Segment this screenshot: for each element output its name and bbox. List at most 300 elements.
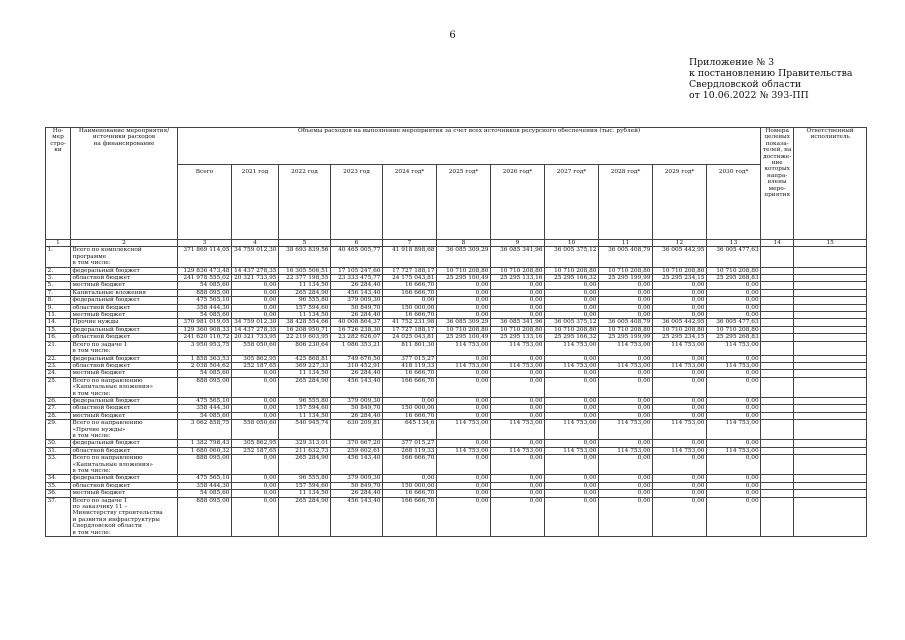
value-cell: 26 284,40 <box>331 312 383 319</box>
executor-cell <box>794 289 867 296</box>
value-cell: 0,00 <box>653 304 707 311</box>
value-cell: 0,00 <box>707 312 761 319</box>
value-cell: 150 000,00 <box>383 304 437 311</box>
value-cell: 10 710 208,80 <box>437 326 491 333</box>
value-cell: 0,00 <box>653 412 707 419</box>
target-cell <box>761 267 794 274</box>
value-cell: 0,00 <box>599 297 653 304</box>
header-year: 2023 год <box>331 165 383 240</box>
value-cell: 0,00 <box>599 482 653 489</box>
value-cell: 0,00 <box>707 289 761 296</box>
value-cell: 0,00 <box>545 282 599 289</box>
value-cell: 0,00 <box>437 475 491 482</box>
value-cell: 0,00 <box>232 412 279 419</box>
value-cell: 370 667,20 <box>331 440 383 447</box>
table-row <box>46 475 867 482</box>
value-cell: 329 313,01 <box>279 440 331 447</box>
value-cell: 0,00 <box>599 397 653 404</box>
value-cell: 0,00 <box>599 412 653 419</box>
value-cell: 150 000,00 <box>383 482 437 489</box>
table-row <box>46 312 867 319</box>
row-name: федеральный бюджет <box>71 355 178 362</box>
row-number: 8. <box>46 297 71 304</box>
value-cell: 0,00 <box>491 475 545 482</box>
column-number: 15 <box>794 240 867 247</box>
value-cell: 0,00 <box>545 475 599 482</box>
row-number: 29. <box>46 420 71 440</box>
column-number: 10 <box>545 240 599 247</box>
target-cell <box>761 405 794 412</box>
value-cell: 0,00 <box>437 455 491 475</box>
value-cell: 425 868,81 <box>279 355 331 362</box>
target-cell <box>761 355 794 362</box>
value-cell: 114 753,00 <box>437 420 491 440</box>
value-cell: 630 209,81 <box>331 420 383 440</box>
value-cell: 811 801,30 <box>383 341 437 355</box>
value-cell: 0,00 <box>599 304 653 311</box>
value-cell: 0,00 <box>437 377 491 397</box>
value-cell: 310 452,91 <box>331 362 383 369</box>
value-cell: 114 753,00 <box>491 447 545 454</box>
value-cell: 0,00 <box>545 405 599 412</box>
value-cell: 16 666,70 <box>383 370 437 377</box>
table-row <box>46 319 867 326</box>
value-cell: 114 753,00 <box>653 447 707 454</box>
value-cell: 129 360 908,33 <box>178 326 232 333</box>
row-name: местный бюджет <box>71 412 178 419</box>
table-row <box>46 304 867 311</box>
target-cell <box>761 482 794 489</box>
value-cell: 0,00 <box>653 455 707 475</box>
row-number: 31. <box>46 447 71 454</box>
value-cell: 50 849,70 <box>331 482 383 489</box>
table-row <box>46 362 867 369</box>
value-cell: 0,00 <box>437 497 491 536</box>
value-cell: 3 950 953,75 <box>178 341 232 355</box>
value-cell: 0,00 <box>545 355 599 362</box>
value-cell: 36 005 442,95 <box>653 247 707 267</box>
table-row <box>46 455 867 475</box>
expenditure-table <box>45 127 867 537</box>
executor-cell <box>794 341 867 355</box>
value-cell: 379 009,30 <box>331 397 383 404</box>
target-cell <box>761 282 794 289</box>
column-number: 2 <box>71 240 178 247</box>
value-cell: 0,00 <box>232 482 279 489</box>
row-number: 28. <box>46 412 71 419</box>
value-cell: 377 015,27 <box>383 355 437 362</box>
value-cell: 36 085 309,29 <box>437 247 491 267</box>
value-cell: 0,00 <box>232 312 279 319</box>
value-cell: 0,00 <box>599 289 653 296</box>
value-cell: 268 119,33 <box>383 447 437 454</box>
value-cell: 14 437 278,35 <box>232 326 279 333</box>
row-name: областной бюджет <box>71 304 178 311</box>
value-cell: 0,00 <box>437 370 491 377</box>
value-cell: 0,00 <box>545 440 599 447</box>
value-cell: 26 284,40 <box>331 370 383 377</box>
value-cell: 0,00 <box>545 455 599 475</box>
value-cell: 358 444,30 <box>178 304 232 311</box>
row-name: областной бюджет <box>71 405 178 412</box>
value-cell: 0,00 <box>491 455 545 475</box>
row-name: федеральный бюджет <box>71 397 178 404</box>
column-number: 6 <box>331 240 383 247</box>
value-cell: 23 333 475,77 <box>331 275 383 282</box>
target-cell <box>761 334 794 341</box>
appendix-line: Приложение № 3 <box>689 57 775 68</box>
row-name: областной бюджет <box>71 482 178 489</box>
row-name: Всего по направлению «Прочие нужды» в том числе: <box>71 420 178 440</box>
value-cell: 645 134,6 <box>383 420 437 440</box>
value-cell: 40 465 005,77 <box>331 247 383 267</box>
value-cell: 23 282 626,07 <box>331 334 383 341</box>
value-cell: 36 085 341,96 <box>491 319 545 326</box>
value-cell: 0,00 <box>232 377 279 397</box>
table-row <box>46 397 867 404</box>
value-cell: 0,00 <box>599 312 653 319</box>
value-cell: 25 295 166,32 <box>545 275 599 282</box>
row-name: местный бюджет <box>71 312 178 319</box>
value-cell: 0,00 <box>491 405 545 412</box>
value-cell: 114 753,00 <box>545 362 599 369</box>
value-cell: 252 187,65 <box>232 362 279 369</box>
value-cell: 114 753,00 <box>599 341 653 355</box>
value-cell: 16 305 506,51 <box>279 267 331 274</box>
row-number: 27. <box>46 405 71 412</box>
value-cell: 1 680 060,32 <box>178 447 232 454</box>
value-cell: 0,00 <box>545 289 599 296</box>
value-cell: 25 295 234,15 <box>653 275 707 282</box>
value-cell: 96 555,80 <box>279 297 331 304</box>
value-cell: 14 437 278,35 <box>232 267 279 274</box>
value-cell: 36 085 309,29 <box>437 319 491 326</box>
row-number: 37. <box>46 497 71 536</box>
value-cell: 150 000,00 <box>383 405 437 412</box>
page-number: 6 <box>449 30 456 41</box>
header-year: 2022 год <box>279 165 331 240</box>
value-cell: 166 666,70 <box>383 455 437 475</box>
target-cell <box>761 362 794 369</box>
executor-cell <box>794 304 867 311</box>
value-cell: 0,00 <box>491 304 545 311</box>
value-cell: 0,00 <box>653 405 707 412</box>
value-cell: 888 095,00 <box>178 377 232 397</box>
value-cell: 0,00 <box>707 405 761 412</box>
value-cell: 36 005 375,12 <box>545 247 599 267</box>
row-number: 33. <box>46 455 71 475</box>
column-number: 1 <box>46 240 71 247</box>
executor-cell <box>794 475 867 482</box>
executor-cell <box>794 334 867 341</box>
value-cell: 25 295 199,99 <box>599 334 653 341</box>
value-cell: 50 849,70 <box>331 304 383 311</box>
value-cell: 0,00 <box>707 377 761 397</box>
executor-cell <box>794 455 867 475</box>
value-cell: 0,00 <box>437 482 491 489</box>
value-cell: 0,00 <box>545 482 599 489</box>
table-row <box>46 377 867 397</box>
value-cell: 0,00 <box>599 370 653 377</box>
value-cell: 10 710 208,80 <box>653 267 707 274</box>
row-number: 24. <box>46 370 71 377</box>
value-cell: 0,00 <box>707 304 761 311</box>
executor-cell <box>794 362 867 369</box>
value-cell: 36 005 375,12 <box>545 319 599 326</box>
executor-cell <box>794 247 867 267</box>
value-cell: 38 428 554,66 <box>279 319 331 326</box>
table-row <box>46 247 867 267</box>
row-name: местный бюджет <box>71 370 178 377</box>
value-cell: 166 666,70 <box>383 497 437 536</box>
target-cell <box>761 312 794 319</box>
value-cell: 0,00 <box>707 497 761 536</box>
value-cell: 54 085,60 <box>178 370 232 377</box>
value-cell: 358 444,30 <box>178 405 232 412</box>
value-cell: 749 676,50 <box>331 355 383 362</box>
row-number: 25. <box>46 377 71 397</box>
value-cell: 0,00 <box>491 282 545 289</box>
value-cell: 54 085,60 <box>178 490 232 497</box>
value-cell: 16 666,70 <box>383 490 437 497</box>
executor-cell <box>794 370 867 377</box>
table-row <box>46 341 867 355</box>
value-cell: 0,00 <box>653 312 707 319</box>
executor-cell <box>794 282 867 289</box>
row-number: 22. <box>46 355 71 362</box>
value-cell: 456 143,40 <box>331 289 383 296</box>
value-cell: 10 710 208,80 <box>653 326 707 333</box>
value-cell: 0,00 <box>545 370 599 377</box>
value-cell: 0,00 <box>232 397 279 404</box>
value-cell: 0,00 <box>437 397 491 404</box>
row-number: 11. <box>46 312 71 319</box>
value-cell: 26 284,40 <box>331 282 383 289</box>
value-cell: 114 753,00 <box>653 420 707 440</box>
value-cell: 265 284,90 <box>279 289 331 296</box>
value-cell: 0,00 <box>599 490 653 497</box>
value-cell: 0,00 <box>653 397 707 404</box>
value-cell: 558 050,60 <box>232 420 279 440</box>
value-cell: 17 727 188,17 <box>383 326 437 333</box>
value-cell: 0,00 <box>707 370 761 377</box>
value-cell: 10 710 208,80 <box>545 267 599 274</box>
value-cell: 0,00 <box>437 297 491 304</box>
column-number: 4 <box>232 240 279 247</box>
value-cell: 0,00 <box>437 355 491 362</box>
value-cell: 252 187,65 <box>232 447 279 454</box>
value-cell: 0,00 <box>383 297 437 304</box>
executor-cell <box>794 482 867 489</box>
target-cell <box>761 420 794 440</box>
value-cell: 0,00 <box>232 497 279 536</box>
executor-cell <box>794 440 867 447</box>
value-cell: 0,00 <box>437 440 491 447</box>
value-cell: 114 753,00 <box>437 341 491 355</box>
value-cell: 0,00 <box>437 304 491 311</box>
value-cell: 0,00 <box>232 282 279 289</box>
value-cell: 377 015,27 <box>383 440 437 447</box>
value-cell: 11 134,50 <box>279 312 331 319</box>
value-cell: 114 753,00 <box>545 447 599 454</box>
row-name: местный бюджет <box>71 490 178 497</box>
target-cell <box>761 247 794 267</box>
row-number: 23. <box>46 362 71 369</box>
value-cell: 358 444,30 <box>178 482 232 489</box>
value-cell: 0,00 <box>437 412 491 419</box>
value-cell: 0,00 <box>545 297 599 304</box>
value-cell: 22 377 198,55 <box>279 275 331 282</box>
value-cell: 41 918 898,68 <box>383 247 437 267</box>
value-cell: 0,00 <box>437 289 491 296</box>
header-row-number: Но- мер стро- ки <box>46 128 71 240</box>
header-name: Наименование мероприятия/ источники расходов на финансирование <box>71 128 178 240</box>
executor-cell <box>794 355 867 362</box>
target-cell <box>761 326 794 333</box>
value-cell: 0,00 <box>545 497 599 536</box>
header-year: 2026 год* <box>491 165 545 240</box>
value-cell: 114 753,00 <box>707 447 761 454</box>
value-cell: 25 295 234,15 <box>653 334 707 341</box>
value-cell: 0,00 <box>707 397 761 404</box>
value-cell: 25 295 100,49 <box>437 275 491 282</box>
value-cell: 16 726 238,30 <box>331 326 383 333</box>
row-name: федеральный бюджет <box>71 267 178 274</box>
value-cell: 0,00 <box>653 440 707 447</box>
value-cell: 1 086 353,21 <box>331 341 383 355</box>
table-row <box>46 482 867 489</box>
value-cell: 11 134,50 <box>279 412 331 419</box>
table-row <box>46 447 867 454</box>
target-cell <box>761 447 794 454</box>
value-cell: 17 727 188,17 <box>383 267 437 274</box>
column-number: 11 <box>599 240 653 247</box>
table-row <box>46 370 867 377</box>
value-cell: 0,00 <box>653 475 707 482</box>
value-cell: 166 666,70 <box>383 289 437 296</box>
header-volumes: Объемы расходов на выполнение мероприятия за счет всех источников ресурсного обеспечения (тыс. рублей) <box>178 128 761 165</box>
table-row <box>46 440 867 447</box>
value-cell: 0,00 <box>707 440 761 447</box>
executor-cell <box>794 312 867 319</box>
value-cell: 0,00 <box>491 370 545 377</box>
column-number: 7 <box>383 240 437 247</box>
value-cell: 114 753,00 <box>545 341 599 355</box>
target-cell <box>761 497 794 536</box>
table-row <box>46 297 867 304</box>
value-cell: 20 321 733,95 <box>232 275 279 282</box>
value-cell: 0,00 <box>232 455 279 475</box>
value-cell: 10 710 208,80 <box>599 326 653 333</box>
value-cell: 0,00 <box>545 397 599 404</box>
value-cell: 0,00 <box>599 355 653 362</box>
row-name: областной бюджет <box>71 362 178 369</box>
value-cell: 25 295 100,49 <box>437 334 491 341</box>
value-cell: 0,00 <box>491 497 545 536</box>
executor-cell <box>794 420 867 440</box>
appendix-line: к постановлению Правительства <box>689 68 853 79</box>
value-cell: 241 978 555,02 <box>178 275 232 282</box>
value-cell: 54 085,60 <box>178 282 232 289</box>
value-cell: 54 085,60 <box>178 312 232 319</box>
row-number: 30. <box>46 440 71 447</box>
value-cell: 888 095,00 <box>178 289 232 296</box>
header-year: 2021 год <box>232 165 279 240</box>
executor-cell <box>794 397 867 404</box>
value-cell: 370 981 019,05 <box>178 319 232 326</box>
value-cell: 0,00 <box>232 475 279 482</box>
value-cell: 265 284,90 <box>279 377 331 397</box>
header-year: 2027 год* <box>545 165 599 240</box>
value-cell: 54 085,60 <box>178 412 232 419</box>
value-cell: 0,00 <box>491 412 545 419</box>
value-cell: 456 143,40 <box>331 455 383 475</box>
value-cell: 114 753,00 <box>437 362 491 369</box>
value-cell: 157 594,60 <box>279 304 331 311</box>
appendix-block <box>689 57 899 101</box>
value-cell: 114 753,00 <box>707 420 761 440</box>
target-cell <box>761 319 794 326</box>
value-cell: 241 620 110,72 <box>178 334 232 341</box>
value-cell: 0,00 <box>491 289 545 296</box>
value-cell: 0,00 <box>383 397 437 404</box>
value-cell: 305 862,95 <box>232 355 279 362</box>
value-cell: 0,00 <box>232 490 279 497</box>
row-name: областной бюджет <box>71 334 178 341</box>
executor-cell <box>794 412 867 419</box>
header-year: Всего <box>178 165 232 240</box>
row-name: областной бюджет <box>71 275 178 282</box>
value-cell: 0,00 <box>232 370 279 377</box>
value-cell: 26 284,40 <box>331 412 383 419</box>
header-targets: Номера целевых показа- телей, на достиже- ние которых напра- влены меро- приятия <box>761 128 794 240</box>
value-cell: 0,00 <box>437 282 491 289</box>
row-number: 35. <box>46 482 71 489</box>
value-cell: 0,00 <box>707 455 761 475</box>
row-name: Всего по направлению «Капитальные вложения» в том числе: <box>71 377 178 397</box>
row-name: федеральный бюджет <box>71 475 178 482</box>
value-cell: 25 295 133,16 <box>491 334 545 341</box>
table-row <box>46 267 867 274</box>
row-number: 21. <box>46 341 71 355</box>
value-cell: 475 565,10 <box>178 397 232 404</box>
value-cell: 157 594,60 <box>279 405 331 412</box>
value-cell: 11 134,50 <box>279 370 331 377</box>
executor-cell <box>794 275 867 282</box>
row-number: 16. <box>46 334 71 341</box>
row-name: местный бюджет <box>71 282 178 289</box>
value-cell: 0,00 <box>545 490 599 497</box>
value-cell: 0,00 <box>491 490 545 497</box>
header-year: 2029 год* <box>653 165 707 240</box>
row-number: 2. <box>46 267 71 274</box>
table-row <box>46 420 867 440</box>
row-name: Всего по задаче 1 по заказчику 11 – Министерству строительства и развития инфраструктуры Свердловской области в том числе: <box>71 497 178 536</box>
value-cell: 0,00 <box>491 440 545 447</box>
row-name: федеральный бюджет <box>71 326 178 333</box>
value-cell: 369 227,33 <box>279 362 331 369</box>
table-row <box>46 326 867 333</box>
target-cell <box>761 377 794 397</box>
value-cell: 16 666,70 <box>383 412 437 419</box>
value-cell: 259 602,61 <box>331 447 383 454</box>
value-cell: 0,00 <box>383 475 437 482</box>
value-cell: 25 295 166,32 <box>545 334 599 341</box>
column-number: 5 <box>279 240 331 247</box>
value-cell: 0,00 <box>653 370 707 377</box>
value-cell: 0,00 <box>545 412 599 419</box>
target-cell <box>761 297 794 304</box>
